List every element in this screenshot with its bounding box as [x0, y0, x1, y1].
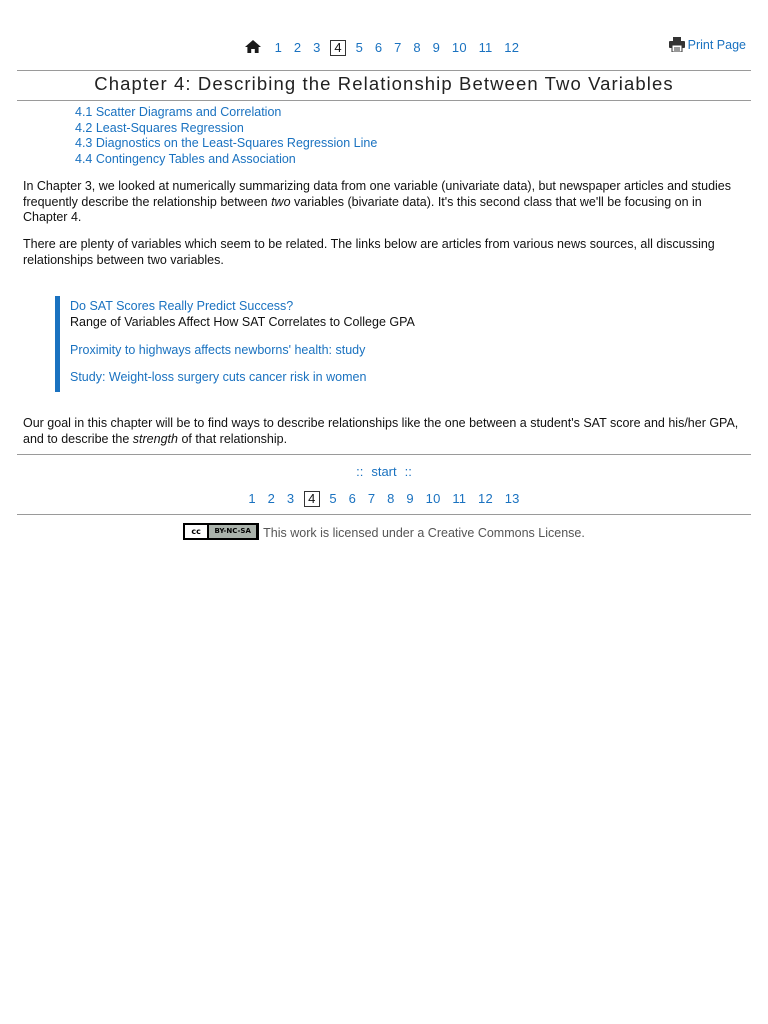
intro-emphasis: two — [271, 194, 291, 209]
start-navigation — [0, 464, 768, 479]
printer-icon — [669, 37, 685, 52]
top-page-link[interactable]: 7 — [394, 40, 402, 55]
bottom-page-current: 4 — [304, 491, 319, 507]
goal-text: of that relationship. — [177, 431, 288, 446]
bottom-page-link[interactable]: 12 — [478, 491, 493, 506]
goal-paragraph — [23, 416, 747, 447]
divider — [17, 100, 751, 101]
divider — [17, 514, 751, 515]
top-page-current: 4 — [330, 40, 345, 56]
bottom-page-link[interactable]: 13 — [504, 491, 520, 506]
bottom-page-link[interactable]: 1 — [248, 491, 256, 506]
top-page-link[interactable]: 10 — [451, 40, 467, 55]
intro-text: variables (bivariate data). It's this second class that we'll be focusing on in Chapter 4. — [23, 194, 702, 224]
cc-badge-right: BY-NC-SA — [209, 525, 256, 538]
top-page-link[interactable]: 8 — [413, 40, 421, 55]
bottom-page-link[interactable]: 5 — [329, 491, 337, 506]
creative-commons-badge[interactable] — [183, 523, 259, 540]
top-pager — [0, 40, 768, 56]
top-page-link[interactable]: 5 — [355, 40, 364, 55]
section-link[interactable]: 4.4 Contingency Tables and Association — [75, 151, 296, 166]
license-text: This work is licensed under a Creative Commons License. — [263, 526, 585, 540]
print-page-button[interactable] — [669, 37, 746, 52]
article-link-highways[interactable]: Proximity to highways affects newborns' health: study — [70, 343, 366, 357]
bottom-page-link[interactable]: 8 — [387, 491, 395, 506]
page-title: Chapter 4: Describing the Relationship Between Two Variables — [94, 73, 674, 94]
goal-text: Our goal in this chapter will be to find ways to describe relationships like the one between a student's SAT score and his/her GPA, and to describe the — [23, 416, 739, 446]
section-list — [75, 105, 377, 167]
top-page-link[interactable]: 12 — [504, 40, 520, 55]
intro-text: In Chapter 3, we looked at numerically summarizing data from one variable (univariate data), but newspaper articles and studies frequently describe the relationship between — [23, 179, 732, 209]
top-page-link[interactable]: 6 — [374, 40, 383, 55]
divider — [17, 454, 751, 455]
article-subtitle: Range of Variables Affect How SAT Correlates to College GPA — [70, 315, 415, 329]
article-link-weight-loss[interactable]: Study: Weight-loss surgery cuts cancer risk in women — [70, 370, 367, 384]
bottom-page-link[interactable]: 2 — [267, 491, 276, 506]
cc-badge-left: cc — [185, 525, 207, 538]
divider — [17, 70, 751, 71]
top-page-link[interactable]: 1 — [274, 40, 283, 55]
bottom-pager — [0, 491, 768, 507]
article-link-sat[interactable]: Do SAT Scores Really Predict Success? — [70, 299, 294, 313]
intro-paragraph — [23, 179, 747, 226]
section-link[interactable]: 4.2 Least-Squares Regression — [75, 120, 244, 135]
top-page-link[interactable]: 9 — [432, 40, 441, 55]
print-page-label: Print Page — [687, 38, 746, 52]
start-link[interactable]: start — [371, 464, 397, 479]
bottom-page-link[interactable]: 11 — [452, 491, 467, 506]
intro-paragraph-2: There are plenty of variables which seem to be related. The links below are articles from various news sources, all discussing relationships between two variables. — [23, 237, 715, 267]
article-list — [55, 296, 560, 392]
bottom-page-link[interactable]: 10 — [425, 491, 441, 506]
bottom-page-link[interactable]: 3 — [286, 491, 295, 506]
section-link[interactable]: 4.1 Scatter Diagrams and Correlation — [75, 105, 282, 119]
top-page-link[interactable]: 11 — [478, 40, 493, 55]
bottom-page-link[interactable]: 6 — [348, 491, 357, 506]
top-page-link[interactable]: 2 — [293, 40, 302, 55]
section-link[interactable]: 4.3 Diagnostics on the Least-Squares Regression Line — [75, 136, 378, 150]
separator: :: — [404, 464, 412, 479]
top-page-link[interactable]: 3 — [313, 40, 321, 55]
license-footer — [0, 523, 768, 540]
top-navigation — [0, 40, 768, 60]
separator: :: — [356, 464, 364, 479]
goal-emphasis: strength — [132, 431, 178, 446]
bottom-page-link[interactable]: 7 — [367, 491, 376, 506]
bottom-page-link[interactable]: 9 — [406, 491, 414, 506]
home-icon[interactable] — [245, 40, 261, 56]
